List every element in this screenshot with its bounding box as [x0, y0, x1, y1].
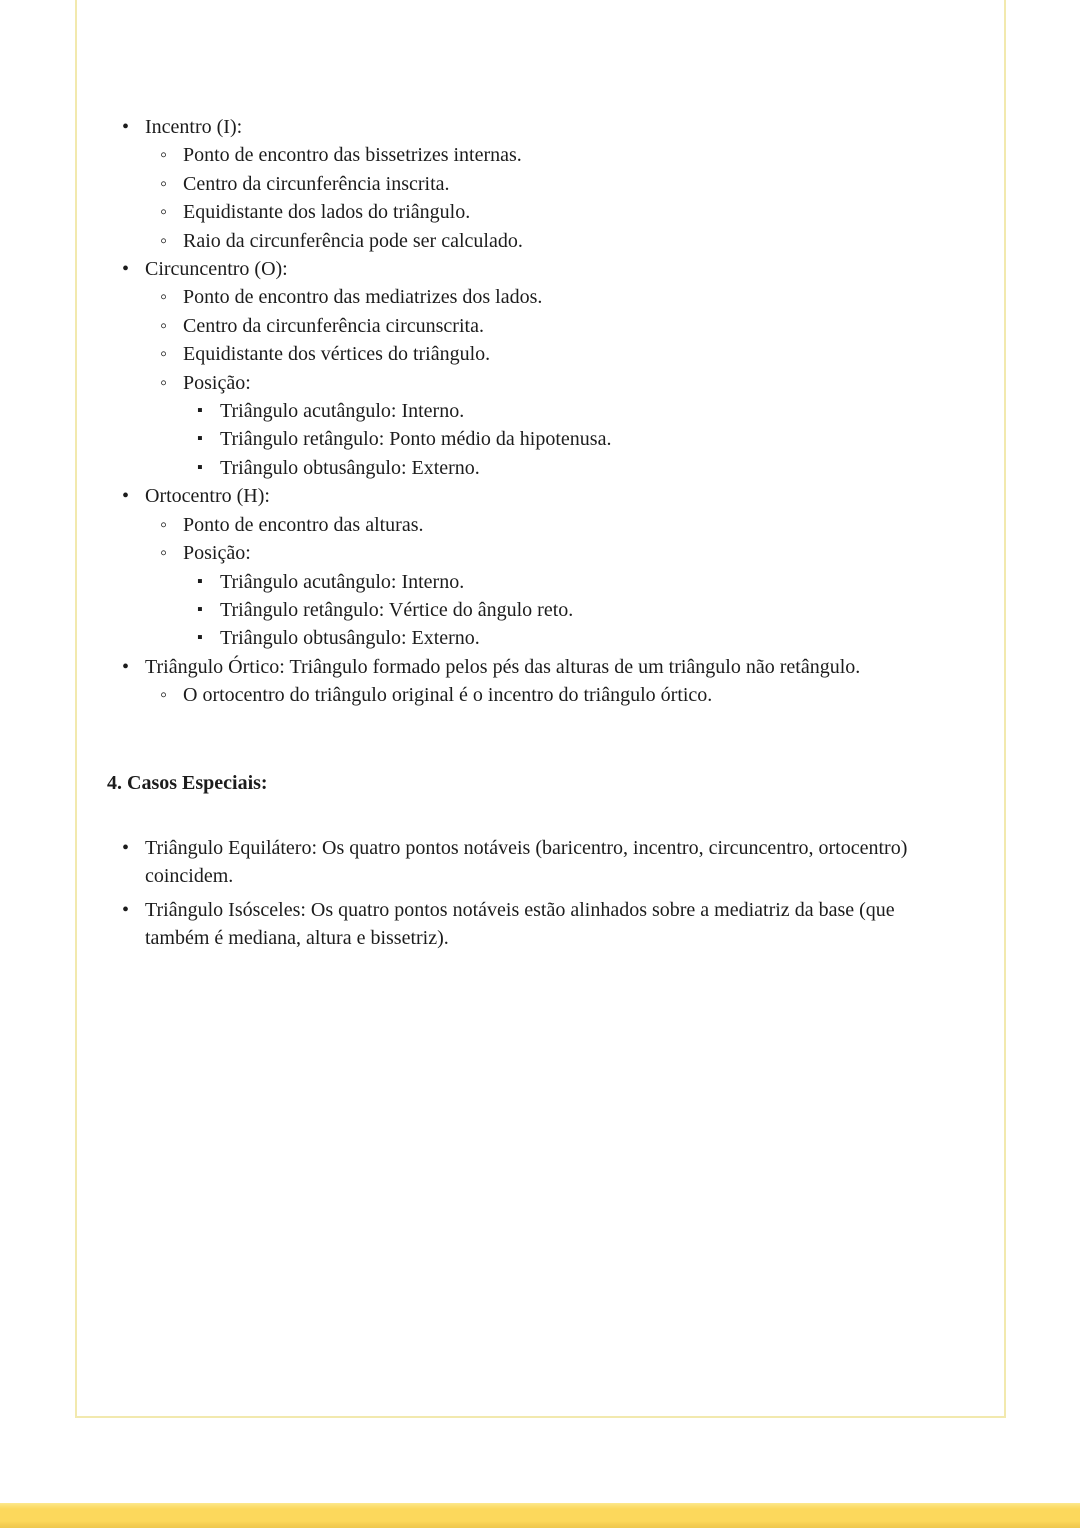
- disc-bullet-icon: •: [122, 116, 130, 138]
- circle-bullet-icon: ◦: [160, 144, 168, 167]
- list-item-text: Triângulo Órtico: Triângulo formado pelos pés das alturas de um triângulo não retângulo.: [145, 655, 861, 678]
- list-item-text: Ponto de encontro das alturas.: [183, 513, 424, 536]
- list-item: [160, 369, 987, 397]
- disc-bullet-icon: •: [122, 655, 130, 678]
- list-item-text: Equidistante dos vértices do triângulo.: [183, 343, 491, 366]
- list-item-text: Triângulo obtusângulo: Externo.: [220, 456, 480, 479]
- list-item: [122, 482, 987, 510]
- circle-bullet-icon: ◦: [160, 229, 168, 252]
- list-item: [122, 834, 987, 891]
- list-item-text: Triângulo acutângulo: Interno.: [220, 400, 465, 423]
- list-item-text: Circuncentro (O):: [145, 258, 288, 281]
- list-item-text: Posição:: [183, 371, 251, 394]
- list-item: [160, 312, 987, 340]
- list-item-text: Triângulo Isósceles: Os quatro pontos notáveis estão alinhados sobre a mediatriz da base (que também é mediana, altura e bissetriz).: [145, 898, 895, 950]
- list-item-text: Posição:: [183, 542, 251, 565]
- square-bullet-icon: ▪: [197, 600, 203, 618]
- square-bullet-icon: ▪: [197, 458, 203, 476]
- list-item-text: Triângulo obtusângulo: Externo.: [220, 627, 480, 650]
- circle-bullet-icon: ◦: [160, 684, 168, 707]
- circle-bullet-icon: ◦: [160, 542, 168, 565]
- list-item: [160, 511, 987, 539]
- list-item: [160, 681, 987, 709]
- list-item: [197, 624, 987, 652]
- list-item: [160, 170, 987, 198]
- list-item-text: Triângulo retângulo: Vértice do ângulo reto.: [220, 598, 574, 621]
- circle-bullet-icon: ◦: [160, 314, 168, 337]
- circle-bullet-icon: ◦: [160, 286, 168, 309]
- list-item-text: Centro da circunferência circunscrita.: [183, 314, 484, 337]
- list-item-text: Centro da circunferência inscrita.: [183, 172, 450, 195]
- list-item-text: Triângulo acutângulo: Interno.: [220, 570, 465, 593]
- disc-bullet-icon: •: [122, 898, 130, 921]
- list-item: [122, 255, 987, 283]
- list-item: [160, 283, 987, 311]
- list-item: [197, 397, 987, 425]
- disc-bullet-icon: •: [122, 485, 130, 508]
- list-item: [197, 596, 987, 624]
- document-content: [107, 113, 987, 958]
- content-border-box: [75, 0, 1006, 1418]
- list-item: [197, 568, 987, 596]
- list-item: [197, 425, 987, 453]
- list-item-text: Triângulo Equilátero: Os quatro pontos notáveis (baricentro, incentro, circuncentro, ortocentro) coincidem.: [145, 836, 908, 888]
- list-item: [122, 896, 987, 953]
- disc-bullet-icon: •: [122, 836, 130, 859]
- list-item: [197, 454, 987, 482]
- circle-bullet-icon: ◦: [160, 513, 168, 536]
- list-item: [160, 227, 987, 255]
- list-item: [160, 198, 987, 226]
- circle-bullet-icon: ◦: [160, 343, 168, 366]
- section-heading: 4. Casos Especiais:: [107, 771, 268, 794]
- list-item-text: O ortocentro do triângulo original é o incentro do triângulo órtico.: [183, 684, 713, 707]
- list-item-text: Equidistante dos lados do triângulo.: [183, 201, 471, 224]
- list-item-text: Ponto de encontro das mediatrizes dos lados.: [183, 286, 543, 309]
- list-item: [160, 539, 987, 567]
- list-item-text: Ortocentro (H):: [145, 485, 270, 508]
- special-cases-list: [107, 834, 987, 953]
- list-item: [160, 340, 987, 368]
- list-item: [122, 113, 987, 141]
- list-item-text: Incentro (I):: [145, 116, 243, 138]
- circle-bullet-icon: ◦: [160, 201, 168, 224]
- list-item: [122, 653, 987, 681]
- square-bullet-icon: ▪: [197, 402, 203, 420]
- circle-bullet-icon: ◦: [160, 172, 168, 195]
- list-item-text: Triângulo retângulo: Ponto médio da hipotenusa.: [220, 428, 612, 451]
- footer-accent-band: [0, 1503, 1080, 1528]
- outline-list: [107, 113, 987, 710]
- list-item-text: Raio da circunferência pode ser calculado.: [183, 229, 523, 252]
- list-item: [160, 141, 987, 169]
- circle-bullet-icon: ◦: [160, 371, 168, 394]
- disc-bullet-icon: •: [122, 258, 130, 281]
- square-bullet-icon: ▪: [197, 572, 203, 590]
- list-item-text: Ponto de encontro das bissetrizes internas.: [183, 144, 522, 167]
- square-bullet-icon: ▪: [197, 430, 203, 448]
- square-bullet-icon: ▪: [197, 629, 203, 647]
